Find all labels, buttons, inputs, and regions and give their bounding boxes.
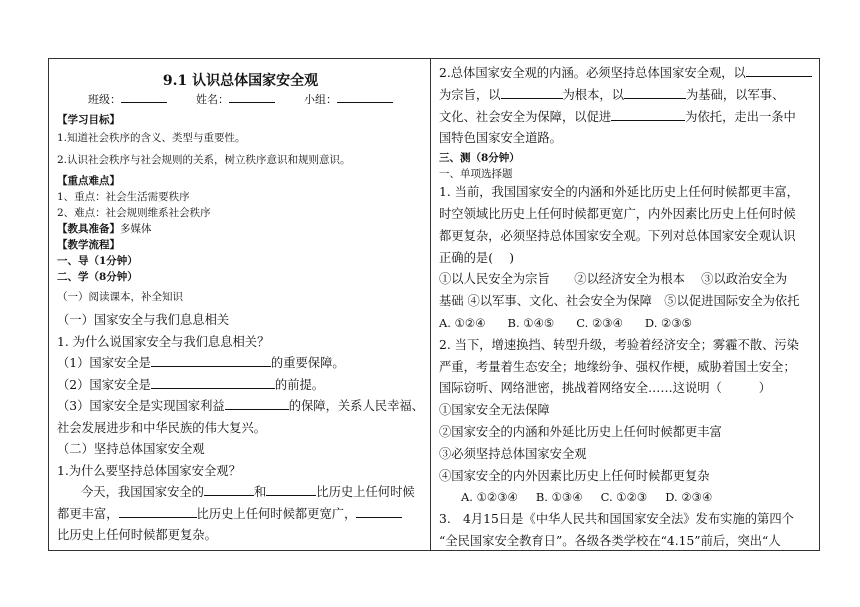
worksheet [48,58,820,551]
concept-line-2 [439,85,813,107]
question-1: 1. 为什么说国家安全与我们息息相关？ [57,334,270,349]
concept-text-2b: 为根本，以 [562,87,624,102]
q2-line-2: 严重，考量着生态安全；地缘纷争、强权作梗，威胁着国土安全； [439,359,796,374]
group-blank[interactable] [337,90,393,103]
q2-answer-d[interactable]: D. ②③④ [665,490,713,505]
q1-answers [439,313,813,335]
name-blank[interactable] [229,90,275,103]
left-column [49,59,431,550]
paragraph-line-1 [57,482,424,504]
answer-2-prefix: （2）国家安全是 [57,377,151,392]
answer-3 [57,396,424,418]
para-blank-4[interactable] [356,505,402,518]
concept-text-2c: 为基础，以军事、 [686,87,785,102]
tools-heading: 【教具准备】 [57,223,120,235]
q1-line-1: 1. 当前，我国国家安全的内涵和外延比历史上任何时候都更丰富， [439,185,799,200]
concept-blank-3[interactable] [624,86,686,99]
concept-blank-2[interactable] [501,86,563,99]
class-label: 班级： [88,93,121,106]
para-blank-1[interactable] [204,483,254,496]
concept-text-3a: 文化、社会安全为保障，以促进 [439,109,612,124]
concept-line-1 [439,63,813,85]
group-label: 小组： [304,93,337,106]
step-1: 一、导（1分钟） [57,255,138,267]
q2-option-4: ④国家安全的内外因素比历史上任何时候都更复杂 [439,468,710,483]
q1-line-2: 时空领域比历史上任何时候都更宽广，内外因素比历史上任何时候 [439,206,796,221]
q2-line-1: 2. 当下，增速换挡、转型升级，考验着经济安全；雾霾不散、污染 [439,337,799,352]
para-blank-3[interactable] [119,505,197,518]
q1-line-4: 正确的是( ) [439,250,514,265]
answer-1-prefix: （1）国家安全是 [57,356,151,370]
step-2: 二、学（8分钟） [57,271,138,283]
q2-option-2: ②国家安全的内涵和外延比历史上任何时候都更丰富 [439,424,722,439]
q2-answer-c[interactable]: C. ①②③ [600,490,648,505]
q1-answer-c[interactable]: C. ②③④ [576,315,623,330]
q2-line-3: 国际窃听、网络泄密，挑战着网络安全……这说明（ ） [439,381,772,396]
right-column [431,59,819,550]
answer-2-blank[interactable] [151,376,275,389]
concept-text-2a: 为宗旨，以 [439,87,501,102]
answer-2-suffix: 的前提。 [274,377,325,392]
concept-line-4: 国特色国家安全道路。 [439,131,562,146]
focus-1: 1、重点：社会生活需要秩序 [57,191,190,203]
q2-answer-b[interactable]: B. ①③④ [535,490,583,505]
flow-heading: 【教学流程】 [57,239,120,251]
q1-options-2: 基础 ④以军事、文化、社会安全为保障 ⑤以促进国际安全为依托 [439,294,800,309]
goal-1: 1.知道社会秩序的含义、类型与重要性。 [57,132,246,144]
goals-heading: 【学习目标】 [57,114,120,126]
q3-line-2: “全民国家安全教育日”。各级各类学校在“4.15”前后，突出“人 [439,533,781,548]
paragraph-line-2 [57,504,424,526]
name-label: 姓名： [196,93,229,106]
concept-line-3 [439,107,813,129]
para-text-a: 今天，我国国家安全的 [81,485,204,499]
tools-row [57,221,424,237]
concept-text-1: 2.总体国家安全观的内涵。必须坚持总体国家安全观，以 [439,66,746,80]
q1-answer-a[interactable]: A. ①②④ [439,315,486,330]
focus-heading: 【重点难点】 [57,175,120,187]
q1-answer-d[interactable]: D. ②③⑤ [644,315,692,330]
concept-blank-1[interactable] [746,64,812,77]
tools-value: 多媒体 [120,223,152,235]
para-text-b: 和 [253,485,267,499]
concept-text-3b: 为依托，走出一条中 [685,109,796,124]
focus-2: 2、难点：社会规则维系社会秩序 [57,207,211,219]
goal-2: 2.认识社会秩序与社会规则的关系，树立秩序意识和规则意识。 [57,154,351,166]
answer-3-continued: 社会发展进步和中华民族的伟大复兴。 [57,420,267,435]
answer-3-prefix: （3）国家安全是实现国家利益 [57,399,225,413]
q1-answer-b[interactable]: B. ①④⑤ [507,315,555,330]
q2-option-3: ③必须坚持总体国家安全观 [439,446,587,461]
answer-2 [57,375,424,397]
answer-3-suffix: 的保障，关系人民幸福、 [288,399,424,413]
para-text-d: 都更丰富， [57,506,119,521]
answer-3-blank[interactable] [225,397,289,410]
para-blank-2[interactable] [266,483,316,496]
class-blank[interactable] [121,90,167,103]
q2-answers [439,487,813,509]
part2-title: （二）坚持总体国家安全观 [57,442,205,456]
concept-blank-4[interactable] [611,108,685,121]
answer-1-suffix: 的重要保障。 [270,356,345,370]
q3-line-1: 3. 4月15日是《中华人民共和国国家安全法》发布实施的第四个 [439,512,794,527]
test-heading: 三、测（8分钟） [439,152,520,165]
q2-answer-a[interactable]: A. ①②③④ [461,490,518,505]
reading-task: （一）阅读课本，补全知识 [57,291,183,303]
part1-title: （一）国家安全与我们息息相关 [57,313,230,327]
paragraph-line-3: 比历史上任何时候都更复杂。 [57,528,217,542]
q1-line-3: 都更复杂，必须坚持总体国家安全观。下列对总体国家安全观认识 [439,228,796,243]
answer-1 [57,353,424,375]
q1-options-1: ①以人民安全为宗旨 ②以经济安全为根本 ③以政治安全为 [439,272,788,287]
para-text-c: 比历史上任何时候 [316,485,415,499]
single-choice-heading: 一、单项选择题 [439,168,513,181]
answer-1-blank[interactable] [151,354,271,367]
para-text-e: 比历史上任何时候都更宽广， [196,506,357,521]
page-title: 9.1 认识总体国家安全观 [162,73,319,89]
question-2: 1.为什么要坚持总体国家安全观？ [57,463,241,478]
q2-option-1: ①国家安全无法保障 [439,403,550,418]
student-info-fields [57,90,424,112]
